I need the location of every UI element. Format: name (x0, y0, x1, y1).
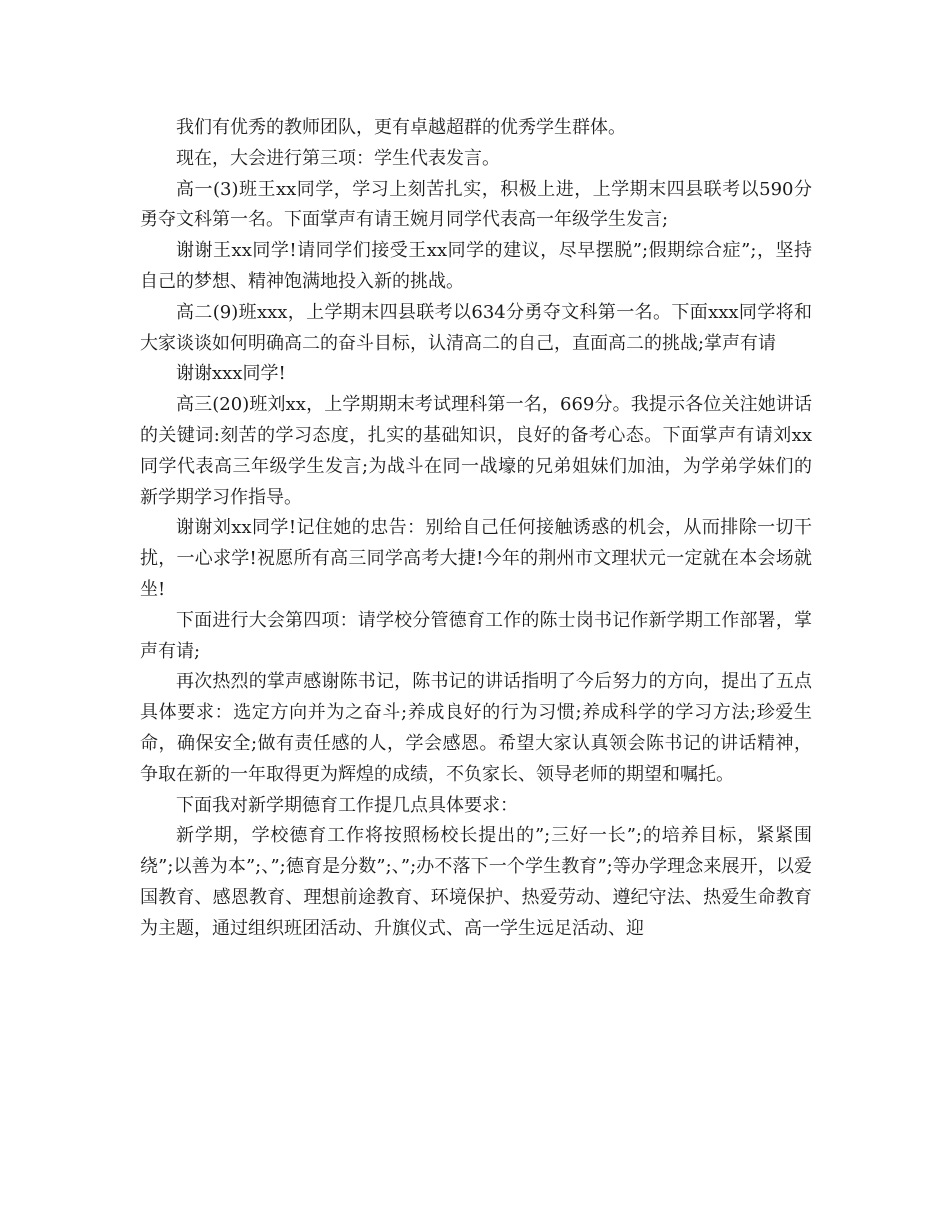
paragraph-9: 下面进行大会第四项：请学校分管德育工作的陈士岗书记作新学期工作部署，掌声有请; (140, 609, 812, 662)
paragraph-11: 下面我对新学期德育工作提几点具体要求： (176, 794, 518, 816)
paragraph-3: 高一(3)班王xx同学，学习上刻苦扎实，积极上进，上学期末四县联考以590分勇夺文科第一名。下面掌声有请王婉月同学代表高一年级学生发言; (140, 178, 812, 231)
paragraph-12: 新学期，学校德育工作将按照杨校长提出的”;三好一长”;的培养目标，紧紧围绕”;以善为本”;、”;德育是分数”;、”;办不落下一个学生教育”;等办学理念来展开，以爱国教育、感恩教育、理想前途教育、环境保护、热爱劳动、遵纪守法、热爱生命教育为主题，通过组织班团活动、升旗仪式、高一学生远足活动、迎 (140, 825, 812, 939)
paragraph-10: 再次热烈的掌声感谢陈书记，陈书记的讲话指明了今后努力的方向，提出了五点具体要求：选定方向并为之奋斗;养成良好的行为习惯;养成科学的学习方法;珍爱生命，确保安全;做有责任感的人，学会感恩。希望大家认真领会陈书记的讲话精神，争取在新的一年取得更为辉煌的成绩，不负家长、领导老师的期望和嘱托。 (140, 671, 812, 785)
paragraph-7: 高三(20)班刘xx，上学期期末考试理科第一名，669分。我提示各位关注她讲话的关键词:刻苦的学习态度，扎实的基础知识，良好的备考心态。下面掌声有请刘xx同学代表高三年级学生发言;为战斗在同一战壕的兄弟姐妹们加油，为学弟学妹们的新学期学习作指导。 (140, 394, 812, 508)
paragraph-4: 谢谢王xx同学!请同学们接受王xx同学的建议，尽早摆脱”;假期综合症”;，坚持自己的梦想、精神饱满地投入新的挑战。 (140, 240, 812, 292)
paragraph-5: 高二(9)班xxx，上学期末四县联考以634分勇夺文科第一名。下面xxx同学将和大家谈谈如何明确高二的奋斗目标，认清高二的自己，直面高二的挑战;掌声有请 (140, 301, 812, 354)
document-body (140, 113, 812, 945)
paragraph-2: 现在，大会进行第三项：学生代表发言。 (176, 147, 500, 169)
paragraph-1: 我们有优秀的教师团队，更有卓越超群的优秀学生群体。 (176, 117, 626, 138)
paragraph-6: 谢谢xxx同学! (176, 363, 286, 385)
paragraph-8: 谢谢刘xx同学!记住她的忠告：别给自己任何接触诱惑的机会，从而排除一切干扰，一心求学!祝愿所有高三同学高考大捷!今年的荆州市文理状元一定就在本会场就坐! (140, 517, 812, 600)
